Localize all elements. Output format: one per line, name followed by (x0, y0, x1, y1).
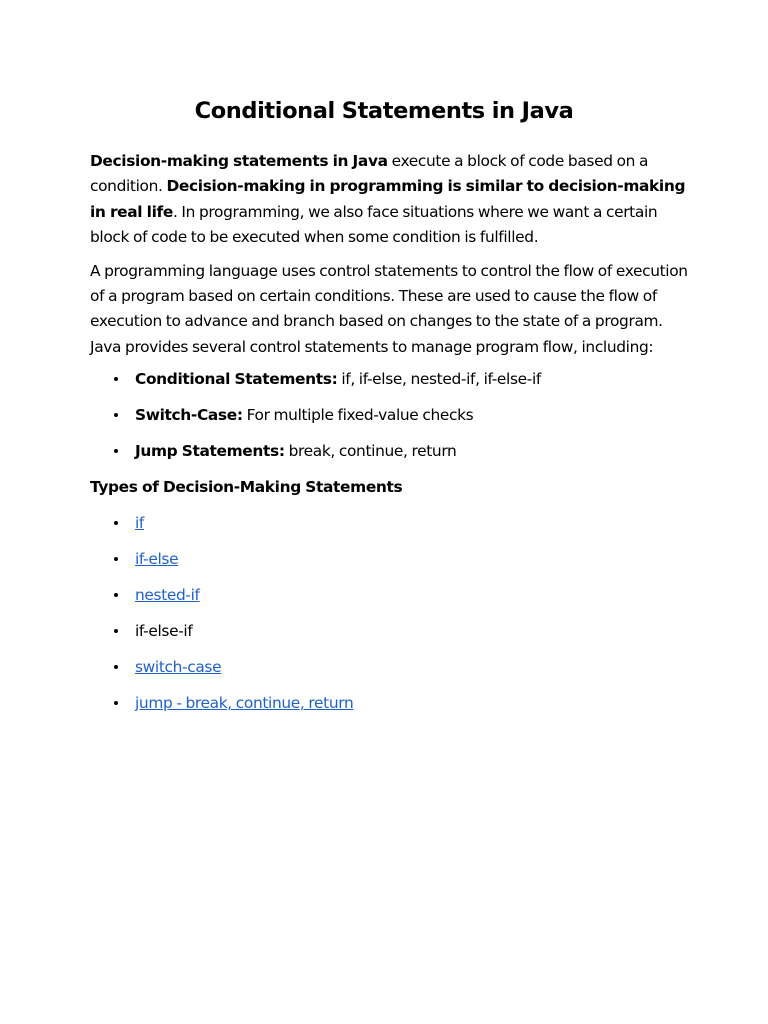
list-item-label: Switch-Case: (135, 406, 243, 425)
text-if-else-if: if-else-if (135, 622, 193, 641)
list-item-nested-if (90, 584, 768, 620)
list-item-switch-case (90, 404, 768, 440)
link-jump[interactable]: jump - break, continue, return (135, 694, 354, 713)
list-item-text: For multiple fixed-value checks (242, 406, 474, 425)
control-statements-list (90, 368, 768, 476)
link-if-else[interactable]: if-else (135, 550, 179, 569)
intro-text-1: execute a block of code based on a condition. (90, 152, 649, 196)
intro-text-2: . In programming, we also face situations where we want a certain block of code to be executed when some condition is fulfilled. (90, 202, 658, 247)
list-item-jump-link (90, 692, 768, 728)
link-nested-if[interactable]: nested-if (135, 586, 200, 605)
list-item-label: Jump Statements: (135, 442, 285, 461)
list-item-if-else-if (90, 620, 768, 656)
list-item-switch-case-link (90, 656, 768, 692)
list-item-if (90, 512, 768, 548)
list-item-jump (90, 440, 768, 476)
types-heading: Types of Decision-Making Statements (90, 478, 403, 497)
types-list (90, 512, 768, 728)
link-switch-case[interactable]: switch-case (135, 658, 222, 677)
list-item-text: break, continue, return (284, 442, 457, 461)
list-item-text: if, if-else, nested-if, if-else-if (337, 370, 541, 389)
intro-bold-statement: Decision-making in programming is similar to decision-making in real life (90, 177, 686, 221)
link-if[interactable]: if (135, 514, 144, 533)
list-item-conditional (90, 368, 768, 404)
intro-paragraph (90, 149, 690, 251)
list-item-label: Conditional Statements: (135, 370, 338, 389)
intro-bold-lead: Decision-making statements in Java (90, 152, 388, 170)
list-item-if-else (90, 548, 768, 584)
page-title: Conditional Statements in Java (194, 98, 574, 124)
control-statements-paragraph: A programming language uses control statements to control the flow of execution of a program based on certain conditions. These are used to cause the flow of execution to advance and branch based on changes to the state of a program. Java provides several control statements to manage program flow, including: (90, 261, 688, 356)
